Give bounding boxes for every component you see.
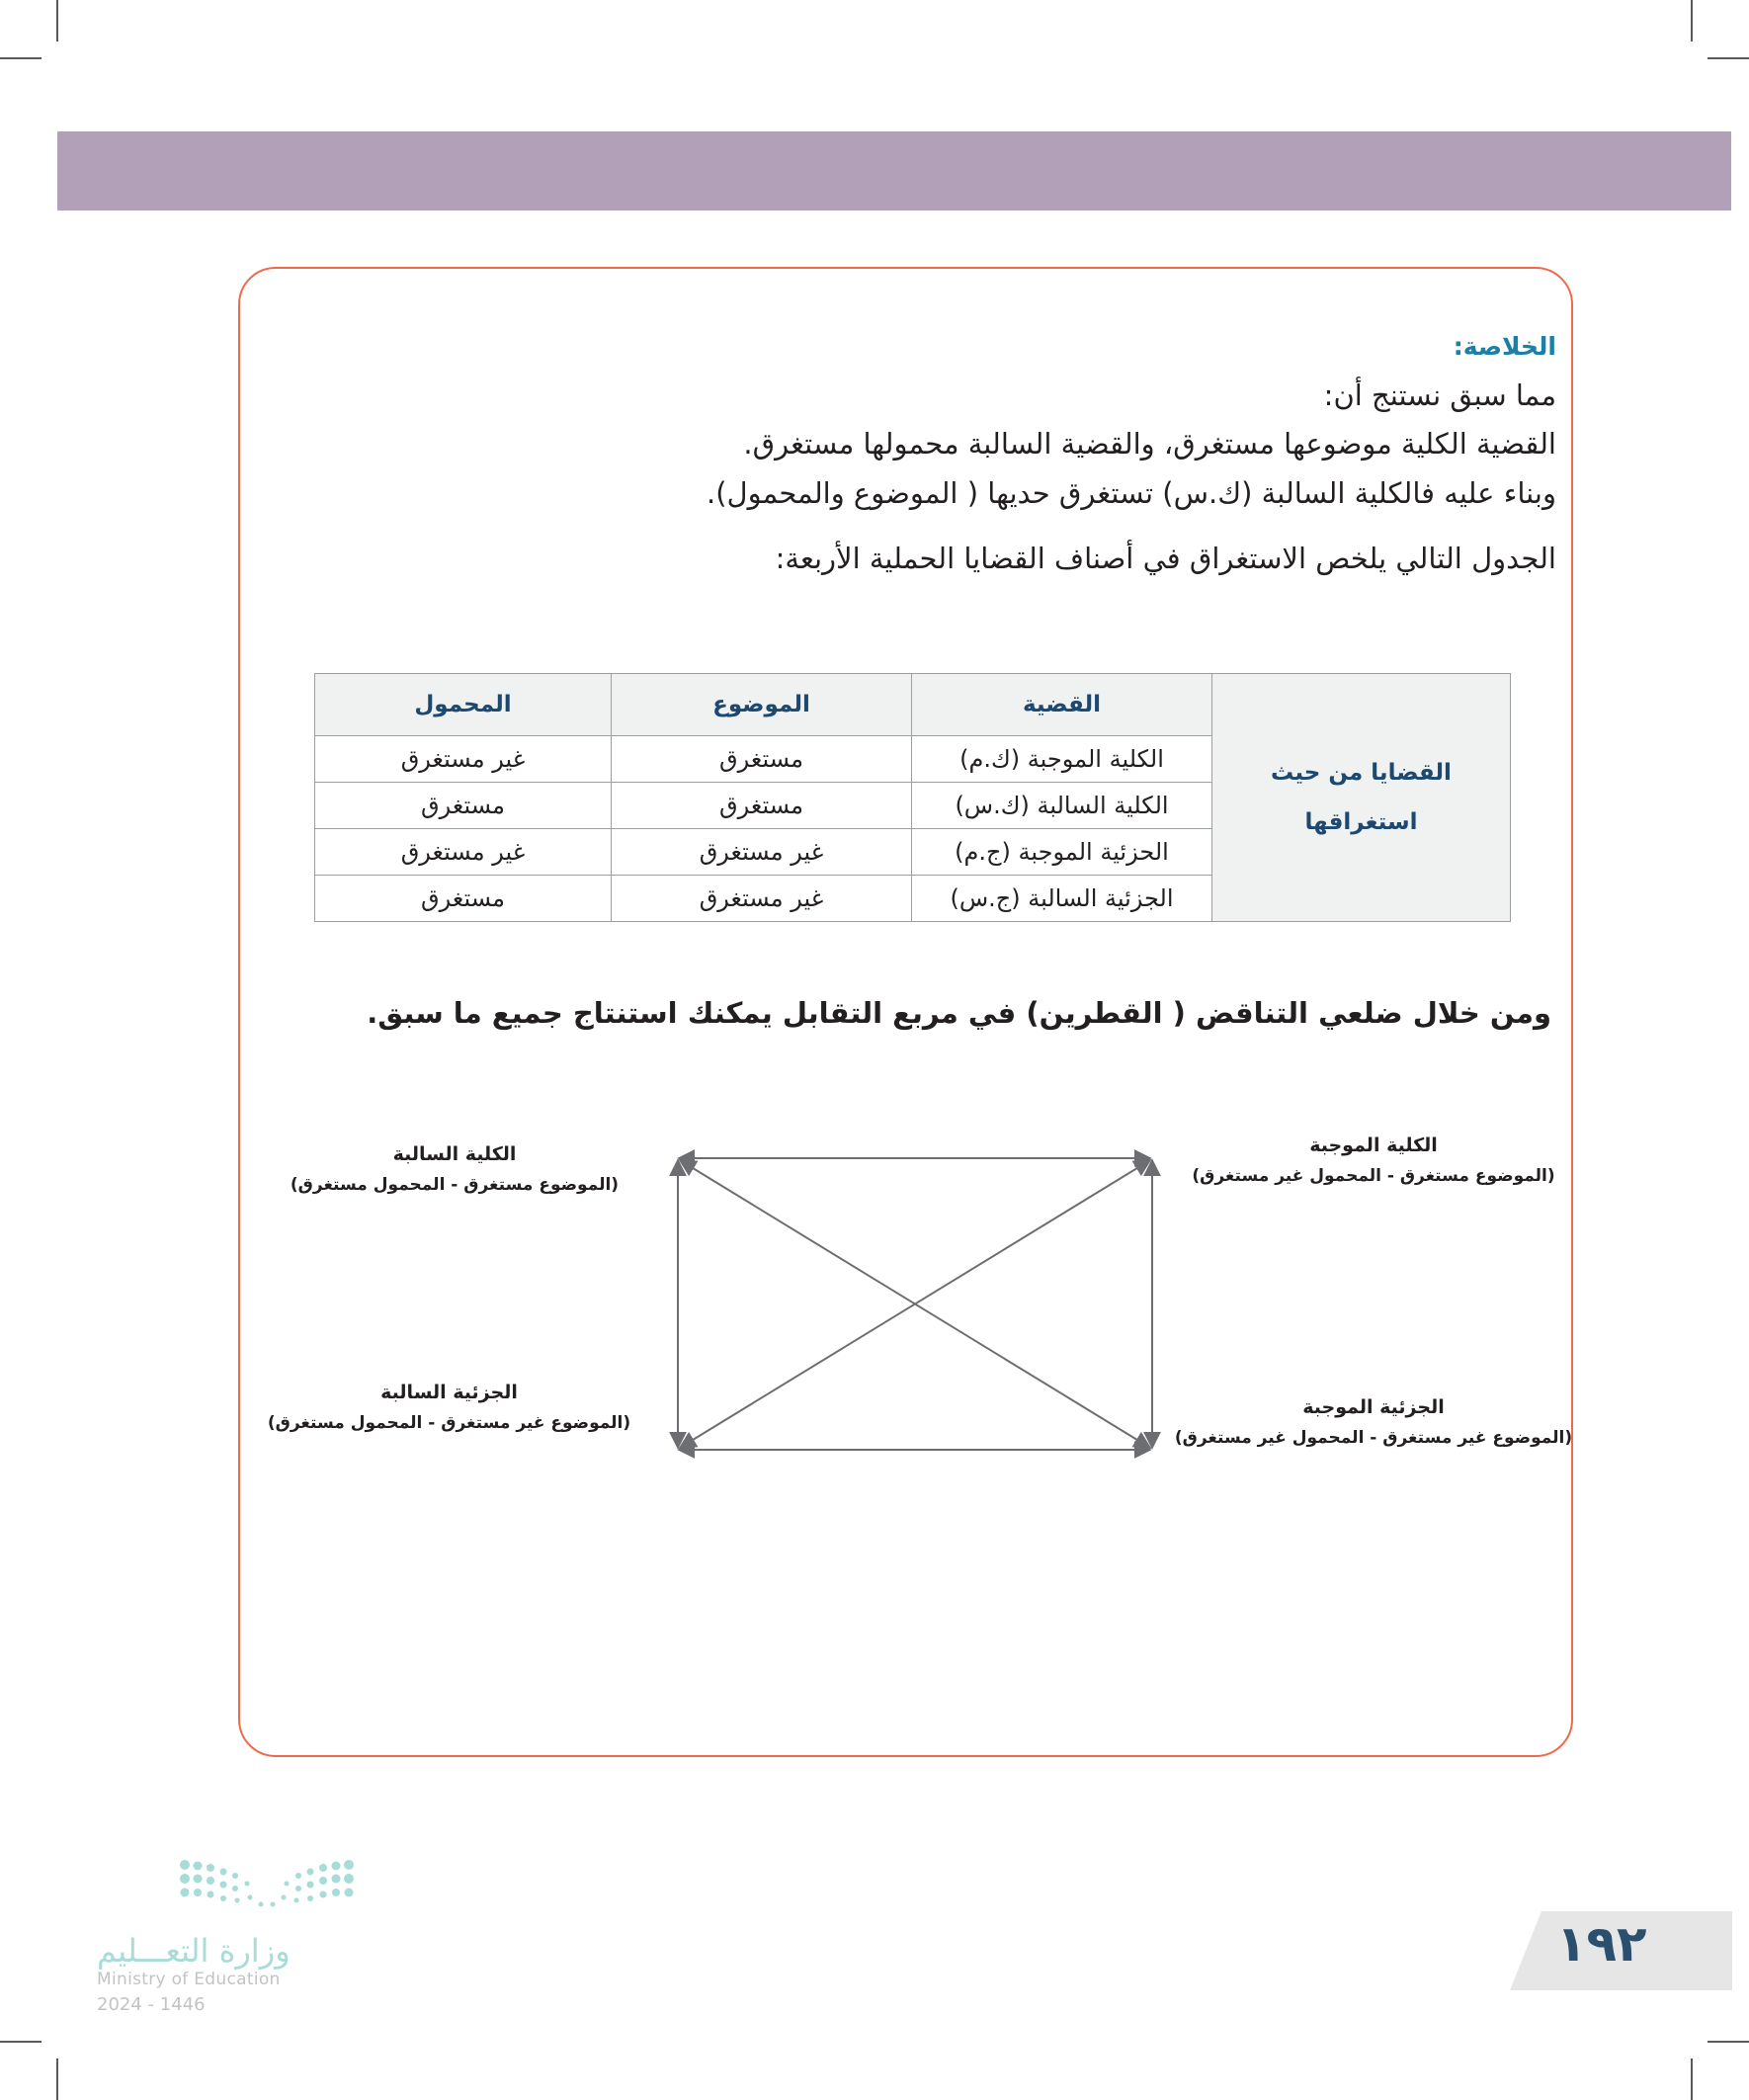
- summary-line-4: الجدول التالي يلخص الاستغراق في أصناف القضايا الحملية الأربعة:: [775, 542, 1556, 575]
- column-header-proposition: القضية: [912, 674, 1212, 736]
- summary-line-3: وبناء عليه فالكلية السالبة (ك.س) تستغرق حديها ( الموضوع والمحمول).: [706, 476, 1556, 510]
- cell-predicate: غير مستغرق: [315, 829, 612, 876]
- table-side-label-line1: القضايا من حيث: [1271, 760, 1452, 786]
- crop-mark-top-right-horizontal: [1707, 57, 1749, 59]
- bridge-sentence: ومن خلال ضلعي التناقض ( القطرين) في مربع التقابل يمكنك استنتاج جميع ما سبق.: [367, 996, 1551, 1030]
- cell-subject: غير مستغرق: [612, 829, 912, 876]
- cell-predicate: مستغرق: [315, 783, 612, 829]
- cell-proposition: الحزئية الموجبة (ج.م): [912, 829, 1212, 876]
- summary-line-1: مما سبق نستنج أن:: [1323, 378, 1556, 412]
- distribution-table: [314, 673, 1511, 922]
- cell-predicate: مستغرق: [315, 876, 612, 922]
- table-side-label: [1212, 674, 1511, 922]
- ministry-name-english: Ministry of Education: [97, 1970, 281, 1989]
- crop-mark-top-right-vertical: [1691, 0, 1693, 42]
- cell-proposition: الجزئية السالبة (ج.س): [912, 876, 1212, 922]
- crop-mark-bottom-left-horizontal: [0, 2041, 42, 2043]
- cell-subject: غير مستغرق: [612, 876, 912, 922]
- summary-heading: الخلاصة:: [1453, 332, 1556, 361]
- edition-year: 2024 - 1446: [97, 1994, 206, 2015]
- crop-mark-bottom-right-vertical: [1691, 2058, 1693, 2100]
- crop-mark-top-left-vertical: [56, 0, 58, 42]
- ministry-name-arabic: وزارة التعـــليم: [97, 1932, 291, 1970]
- crop-mark-top-left-horizontal: [0, 57, 42, 59]
- label-universal-affirmative: الكلية الموجبة (الموضوع مستغرق - المحمول غير مستغرق): [1192, 1134, 1555, 1186]
- table-side-label-line2: استغراقها: [1304, 809, 1418, 835]
- page-number: ١٩٢: [1556, 1915, 1647, 1973]
- label-particular-affirmative: الجزئية الموجبة (الموضوع غير مستغرق - المحمول غير مستغرق): [1174, 1396, 1573, 1448]
- crop-mark-bottom-right-horizontal: [1707, 2041, 1749, 2043]
- table-header-row: [315, 674, 1511, 736]
- ministry-logo-dots-icon: [178, 1858, 356, 1927]
- crop-mark-bottom-left-vertical: [56, 2058, 58, 2100]
- cell-proposition: الكلية الموجبة (ك.م): [912, 736, 1212, 783]
- column-header-predicate: المحمول: [315, 674, 612, 736]
- label-particular-negative: الجزئية السالبة (الموضوع غير مستغرق - المحمول مستغرق): [267, 1382, 631, 1433]
- cell-subject: مستغرق: [612, 783, 912, 829]
- square-of-opposition-diagram: [652, 1136, 1186, 1472]
- summary-line-2: القضية الكلية موضوعها مستغرق، والقضية السالبة محمولها مستغرق.: [743, 427, 1556, 461]
- cell-subject: مستغرق: [612, 736, 912, 783]
- cell-proposition: الكلية السالبة (ك.س): [912, 783, 1212, 829]
- column-header-subject: الموضوع: [612, 674, 912, 736]
- label-universal-negative: الكلية السالبة (الموضوع مستغرق - المحمول مستغرق): [290, 1143, 620, 1195]
- header-band: [57, 131, 1731, 210]
- cell-predicate: غير مستغرق: [315, 736, 612, 783]
